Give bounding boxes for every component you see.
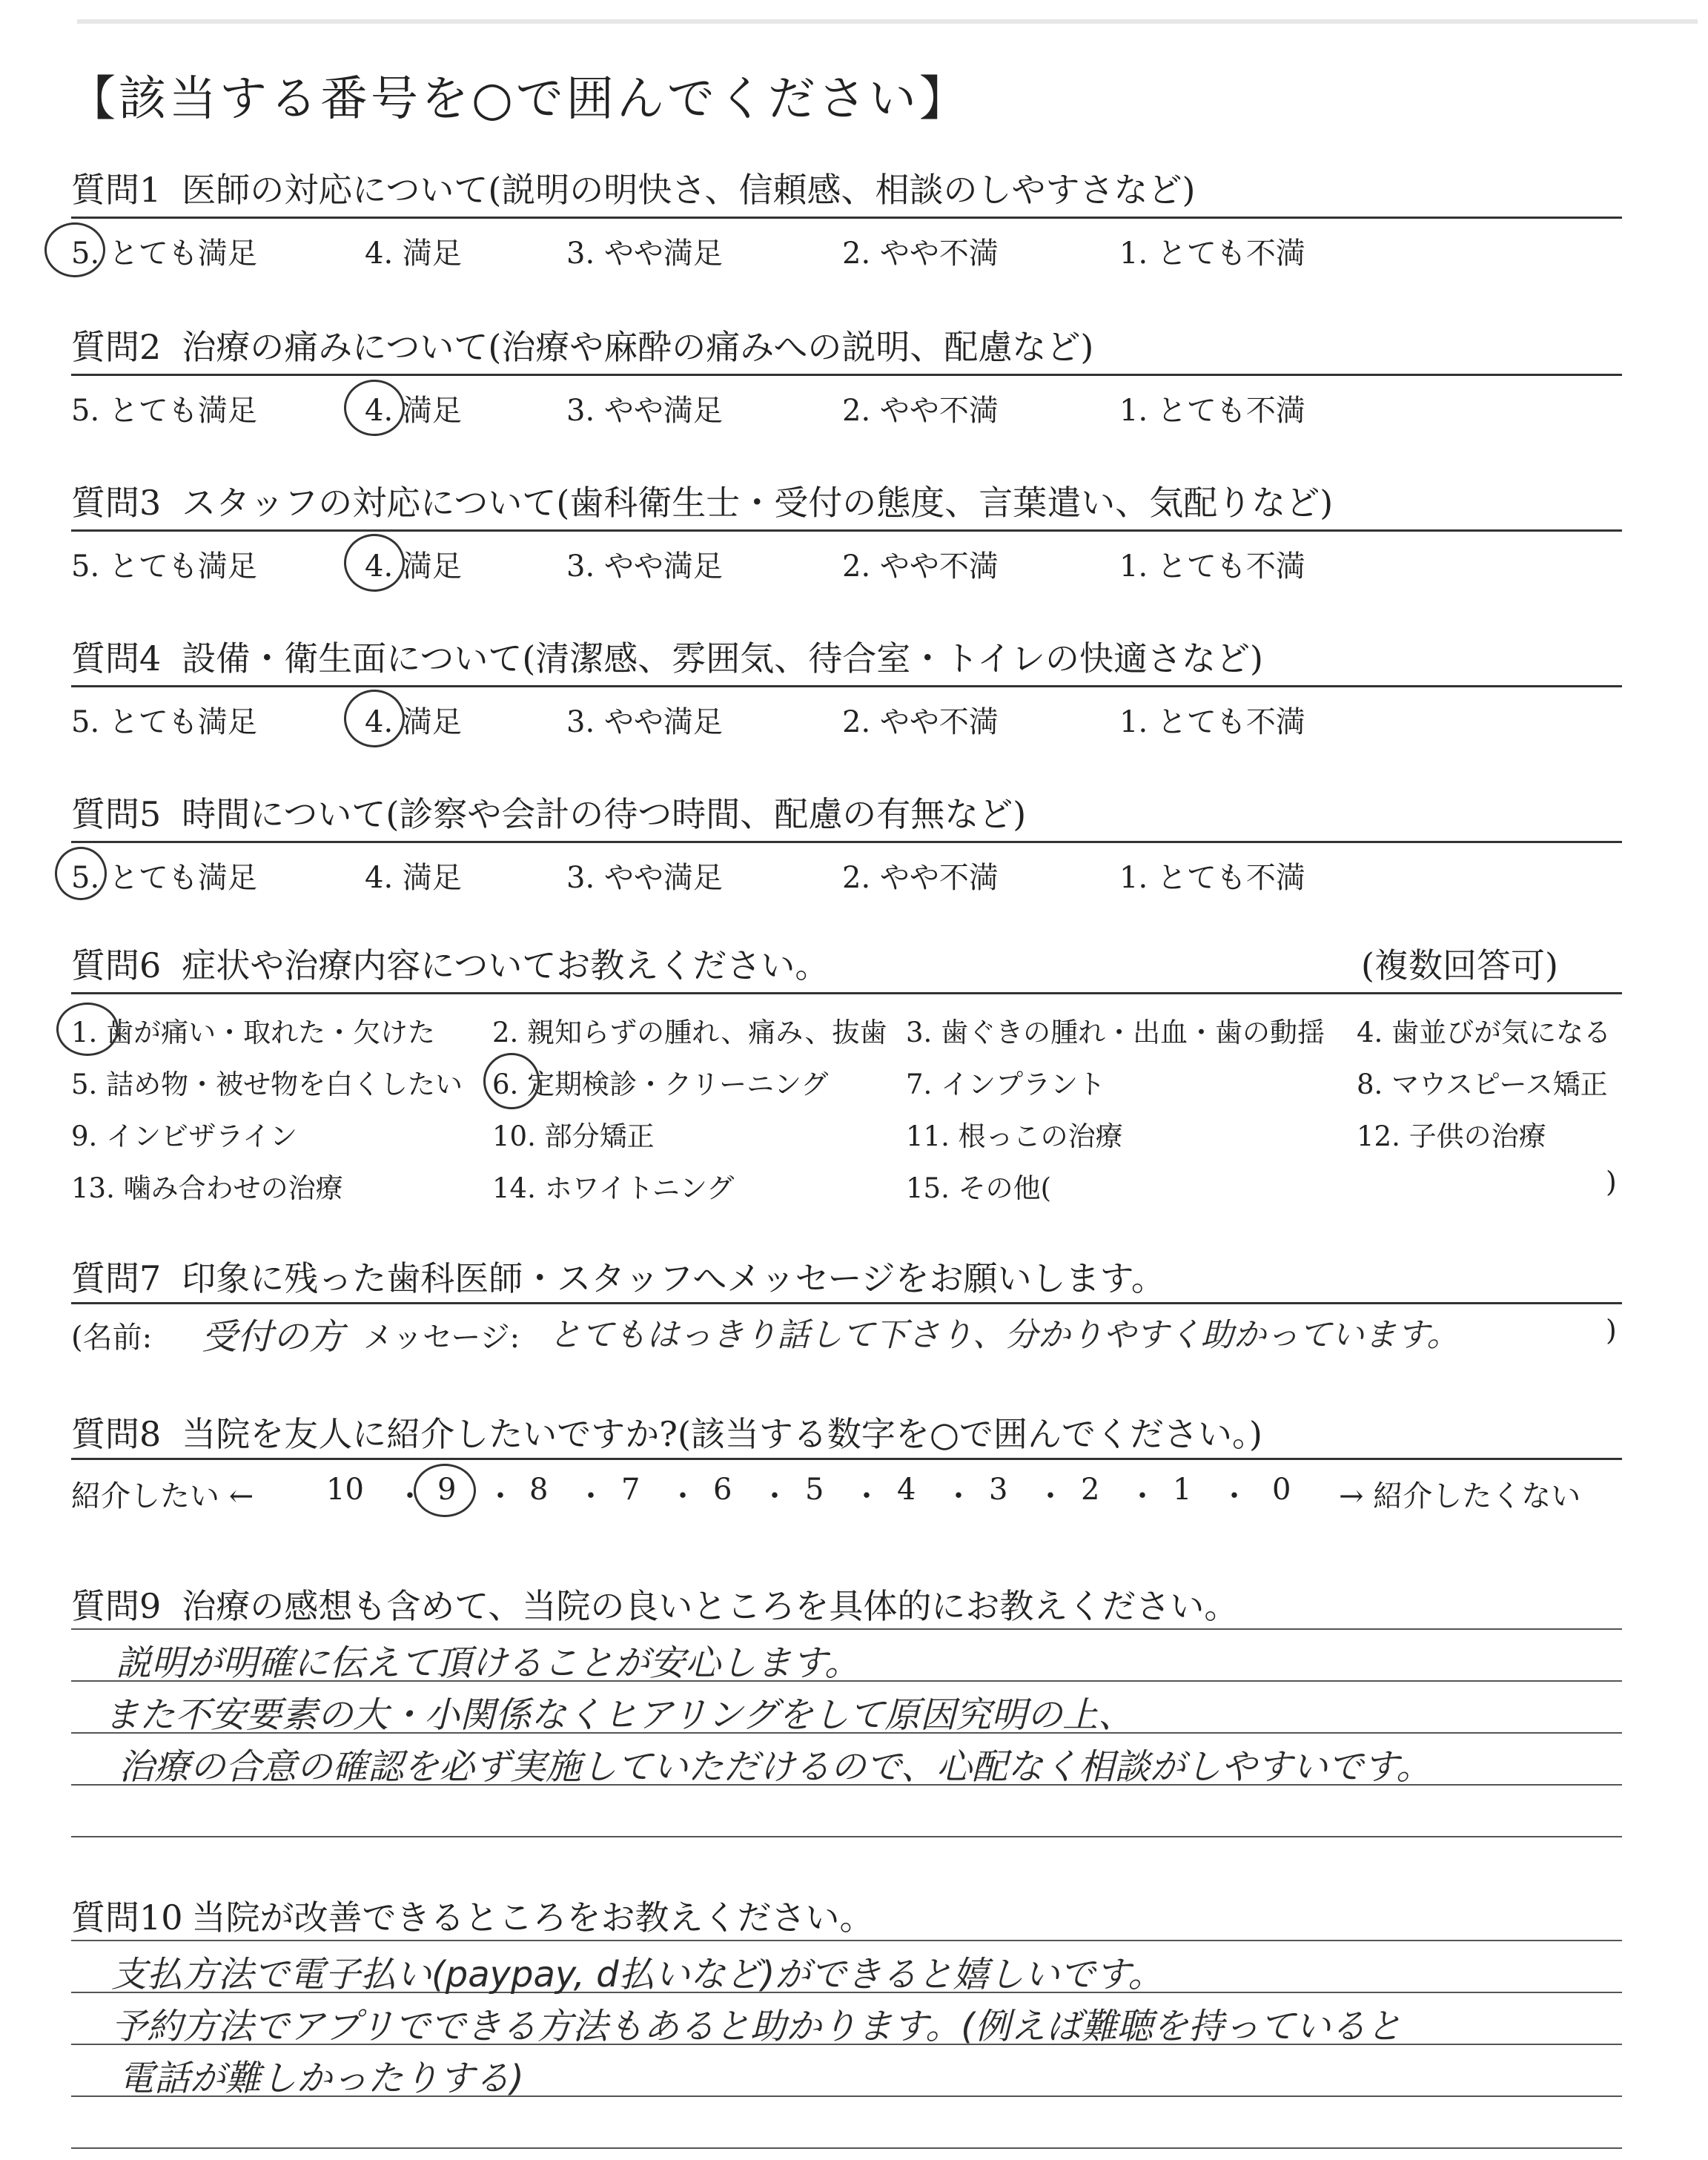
q6-selection-circle-6	[483, 1053, 540, 1109]
question-text: 当院が改善できるところをお教えください。	[191, 1898, 874, 1938]
scale-dot: ・	[395, 1479, 425, 1513]
question-number: 質問4	[71, 638, 162, 678]
scale-4[interactable]: 4	[897, 1473, 916, 1507]
question-number: 質問6	[71, 945, 162, 985]
divider	[71, 217, 1622, 219]
question-number: 質問5	[71, 794, 162, 834]
scale-dot: ・	[760, 1479, 790, 1513]
q4-selection-circle	[344, 690, 405, 747]
q9-answer-line-1[interactable]: 説明が明確に伝えて頂けることが安心します。	[116, 1642, 861, 1684]
q6-choice-15[interactable]: 15. その他(	[906, 1172, 1052, 1204]
q6-choice-13[interactable]: 13. 噛み合わせの治療	[71, 1172, 343, 1204]
q2-option-4[interactable]: 4. 満足	[365, 394, 462, 428]
q3-selection-circle	[344, 534, 405, 592]
q10-answer-line-2[interactable]: 予約方法でアプリでできる方法もあると助かります。(例えば難聴を持っていると	[111, 2006, 1402, 2047]
question-text: 印象に残った歯科医師・スタッフへメッセージをお願いします。	[182, 1258, 1165, 1298]
multiple-answer-note: (複数回答可)	[1361, 945, 1558, 985]
question-text: 時間について(診察や会計の待つ時間、配慮の有無など)	[182, 794, 1027, 834]
scale-3[interactable]: 3	[989, 1473, 1008, 1507]
scale-9[interactable]: 9	[437, 1473, 457, 1507]
q5-selection-circle	[55, 847, 107, 900]
question-10	[71, 1891, 874, 1940]
question-text: 医師の対応について(説明の明快さ、信頼感、相談のしやすさなど)	[182, 170, 1196, 210]
scale-8[interactable]: 8	[529, 1473, 549, 1507]
scan-top-edge	[77, 19, 1698, 24]
scale-2[interactable]: 2	[1081, 1473, 1100, 1507]
q6-choice-9[interactable]: 9. インビザライン	[71, 1120, 297, 1152]
q10-answer-line-1[interactable]: 支払方法で電子払い(paypay, d払いなど)ができると嬉しいです。	[111, 1954, 1164, 1995]
q6-choice-8[interactable]: 8. マウスピース矯正	[1357, 1069, 1608, 1100]
q6-choice-14[interactable]: 14. ホワイトニング	[492, 1172, 735, 1204]
q5-option-5[interactable]: 5. とても満足	[71, 861, 257, 895]
question-number: 質問2	[71, 327, 162, 367]
question-text: 治療の感想も含めて、当院の良いところを具体的にお教えください。	[182, 1586, 1239, 1626]
q9-answer-line-2[interactable]: また不安要素の大・小関係なくヒアリングをして原因究明の上、	[104, 1694, 1134, 1736]
q2-option-1[interactable]: 1. とても不満	[1119, 394, 1305, 428]
q3-option-4[interactable]: 4. 満足	[365, 549, 462, 584]
q2-option-5[interactable]: 5. とても満足	[71, 394, 257, 428]
question-1	[71, 163, 1195, 212]
q1-selection-circle	[44, 222, 105, 277]
scale-5[interactable]: 5	[805, 1473, 824, 1507]
q1-option-3[interactable]: 3. やや満足	[566, 237, 723, 271]
question-3	[71, 476, 1333, 525]
q3-option-2[interactable]: 2. やや不満	[842, 549, 999, 584]
q10-answer-line-3[interactable]: 電話が難しかったりする)	[119, 2058, 524, 2099]
message-label: メッセージ:	[363, 1321, 520, 1355]
scale-dot: ・	[576, 1479, 606, 1513]
q4-option-5[interactable]: 5. とても満足	[71, 705, 257, 739]
scale-10[interactable]: 10	[326, 1473, 364, 1507]
q3-option-1[interactable]: 1. とても不満	[1119, 549, 1305, 584]
q1-option-4[interactable]: 4. 満足	[365, 237, 462, 271]
writing-line	[71, 1628, 1622, 1630]
q6-choice-7[interactable]: 7. インプラント	[906, 1069, 1106, 1100]
scale-7[interactable]: 7	[621, 1473, 640, 1507]
staff-name-handwritten[interactable]: 受付の方	[202, 1316, 345, 1358]
q5-option-2[interactable]: 2. やや不満	[842, 861, 999, 895]
q4-option-3[interactable]: 3. やや満足	[566, 705, 723, 739]
q3-option-3[interactable]: 3. やや満足	[566, 549, 723, 584]
question-4	[71, 632, 1263, 681]
scale-1[interactable]: 1	[1173, 1473, 1192, 1507]
q8-selection-circle	[414, 1464, 476, 1517]
divider	[71, 841, 1622, 843]
divider	[71, 992, 1622, 994]
question-text: 治療の痛みについて(治療や麻酔の痛みへの説明、配慮など)	[182, 327, 1094, 367]
divider	[71, 529, 1622, 532]
message-handwritten[interactable]: とてもはっきり話して下さり、分かりやすく助かっています。	[549, 1316, 1460, 1354]
q2-selection-circle	[344, 380, 405, 436]
q4-option-4[interactable]: 4. 満足	[365, 705, 462, 739]
question-number: 質問8	[71, 1414, 162, 1454]
recommend-right-label: → 紹介したくない	[1339, 1479, 1581, 1513]
divider	[71, 1458, 1622, 1460]
q6-choice-12[interactable]: 12. 子供の治療	[1357, 1120, 1546, 1152]
page-title: 【該当する番号を○で囲んでください】	[68, 72, 970, 127]
question-6	[71, 939, 829, 988]
question-7	[71, 1252, 1165, 1301]
q6-choice-3[interactable]: 3. 歯ぐきの腫れ・出血・歯の動揺	[906, 1017, 1325, 1048]
q2-option-3[interactable]: 3. やや満足	[566, 394, 723, 428]
question-9	[71, 1579, 1238, 1628]
scale-dot: ・	[852, 1479, 881, 1513]
divider	[71, 1302, 1622, 1304]
scale-dot: ・	[668, 1479, 698, 1513]
q1-option-2[interactable]: 2. やや不満	[842, 237, 999, 271]
scale-6[interactable]: 6	[713, 1473, 732, 1507]
scale-dot: ・	[944, 1479, 973, 1513]
question-text: スタッフの対応について(歯科衛生士・受付の態度、言葉遣い、気配りなど)	[182, 483, 1334, 523]
q6-selection-circle-1	[56, 1003, 119, 1056]
question-text: 症状や治療内容についてお教えください。	[182, 945, 830, 985]
divider	[71, 374, 1622, 376]
scale-dot: ・	[486, 1479, 515, 1513]
q6-choice-2[interactable]: 2. 親知らずの腫れ、痛み、抜歯	[492, 1017, 887, 1048]
question-text: 当院を友人に紹介したいですか?(該当する数字を○で囲んでください。)	[182, 1414, 1262, 1454]
writing-line	[71, 1836, 1622, 1837]
q6-choice-6[interactable]: 6. 定期検診・クリーニング	[492, 1069, 829, 1100]
q6-choice-5[interactable]: 5. 詰め物・被せ物を白くしたい	[71, 1069, 463, 1100]
question-8	[71, 1407, 1262, 1456]
q5-option-1[interactable]: 1. とても不満	[1119, 861, 1305, 895]
q6-choice-4[interactable]: 4. 歯並びが気になる	[1357, 1017, 1612, 1048]
scale-dot: ・	[1036, 1479, 1065, 1513]
writing-line	[71, 2147, 1622, 2149]
question-number: 質問10	[71, 1898, 183, 1938]
q9-answer-line-3[interactable]: 治療の合意の確認を必ず実施していただけるので、心配なく相談がしやすいです。	[119, 1746, 1432, 1788]
q6-choice-1[interactable]: 1. 歯が痛い・取れた・欠けた	[71, 1017, 436, 1048]
scale-0[interactable]: 0	[1272, 1473, 1291, 1507]
q1-option-1[interactable]: 1. とても不満	[1119, 237, 1305, 271]
q2-option-2[interactable]: 2. やや不満	[842, 394, 999, 428]
q1-option-5[interactable]: 5. とても満足	[71, 237, 257, 271]
q3-option-5[interactable]: 5. とても満足	[71, 549, 257, 584]
other-close-paren: )	[1606, 1166, 1617, 1198]
question-number: 質問9	[71, 1586, 162, 1626]
q5-option-4[interactable]: 4. 満足	[365, 861, 462, 895]
name-label: (名前:	[71, 1321, 153, 1355]
q6-choice-10[interactable]: 10. 部分矯正	[492, 1120, 655, 1152]
writing-line	[71, 1940, 1622, 1941]
question-text: 設備・衛生面について(清潔感、雰囲気、待合室・トイレの快適さなど)	[182, 638, 1263, 678]
scale-dot: ・	[1128, 1479, 1157, 1513]
q6-choice-11[interactable]: 11. 根っこの治療	[906, 1120, 1123, 1152]
message-close-paren: )	[1606, 1314, 1617, 1347]
q5-option-3[interactable]: 3. やや満足	[566, 861, 723, 895]
question-2	[71, 320, 1093, 369]
recommend-left-label: 紹介したい ←	[71, 1479, 254, 1513]
question-number: 質問3	[71, 483, 162, 523]
question-number: 質問1	[71, 170, 162, 210]
divider	[71, 685, 1622, 687]
question-5	[71, 787, 1026, 836]
scale-dot: ・	[1219, 1479, 1249, 1513]
q4-option-2[interactable]: 2. やや不満	[842, 705, 999, 739]
q4-option-1[interactable]: 1. とても不満	[1119, 705, 1305, 739]
question-number: 質問7	[71, 1258, 162, 1298]
